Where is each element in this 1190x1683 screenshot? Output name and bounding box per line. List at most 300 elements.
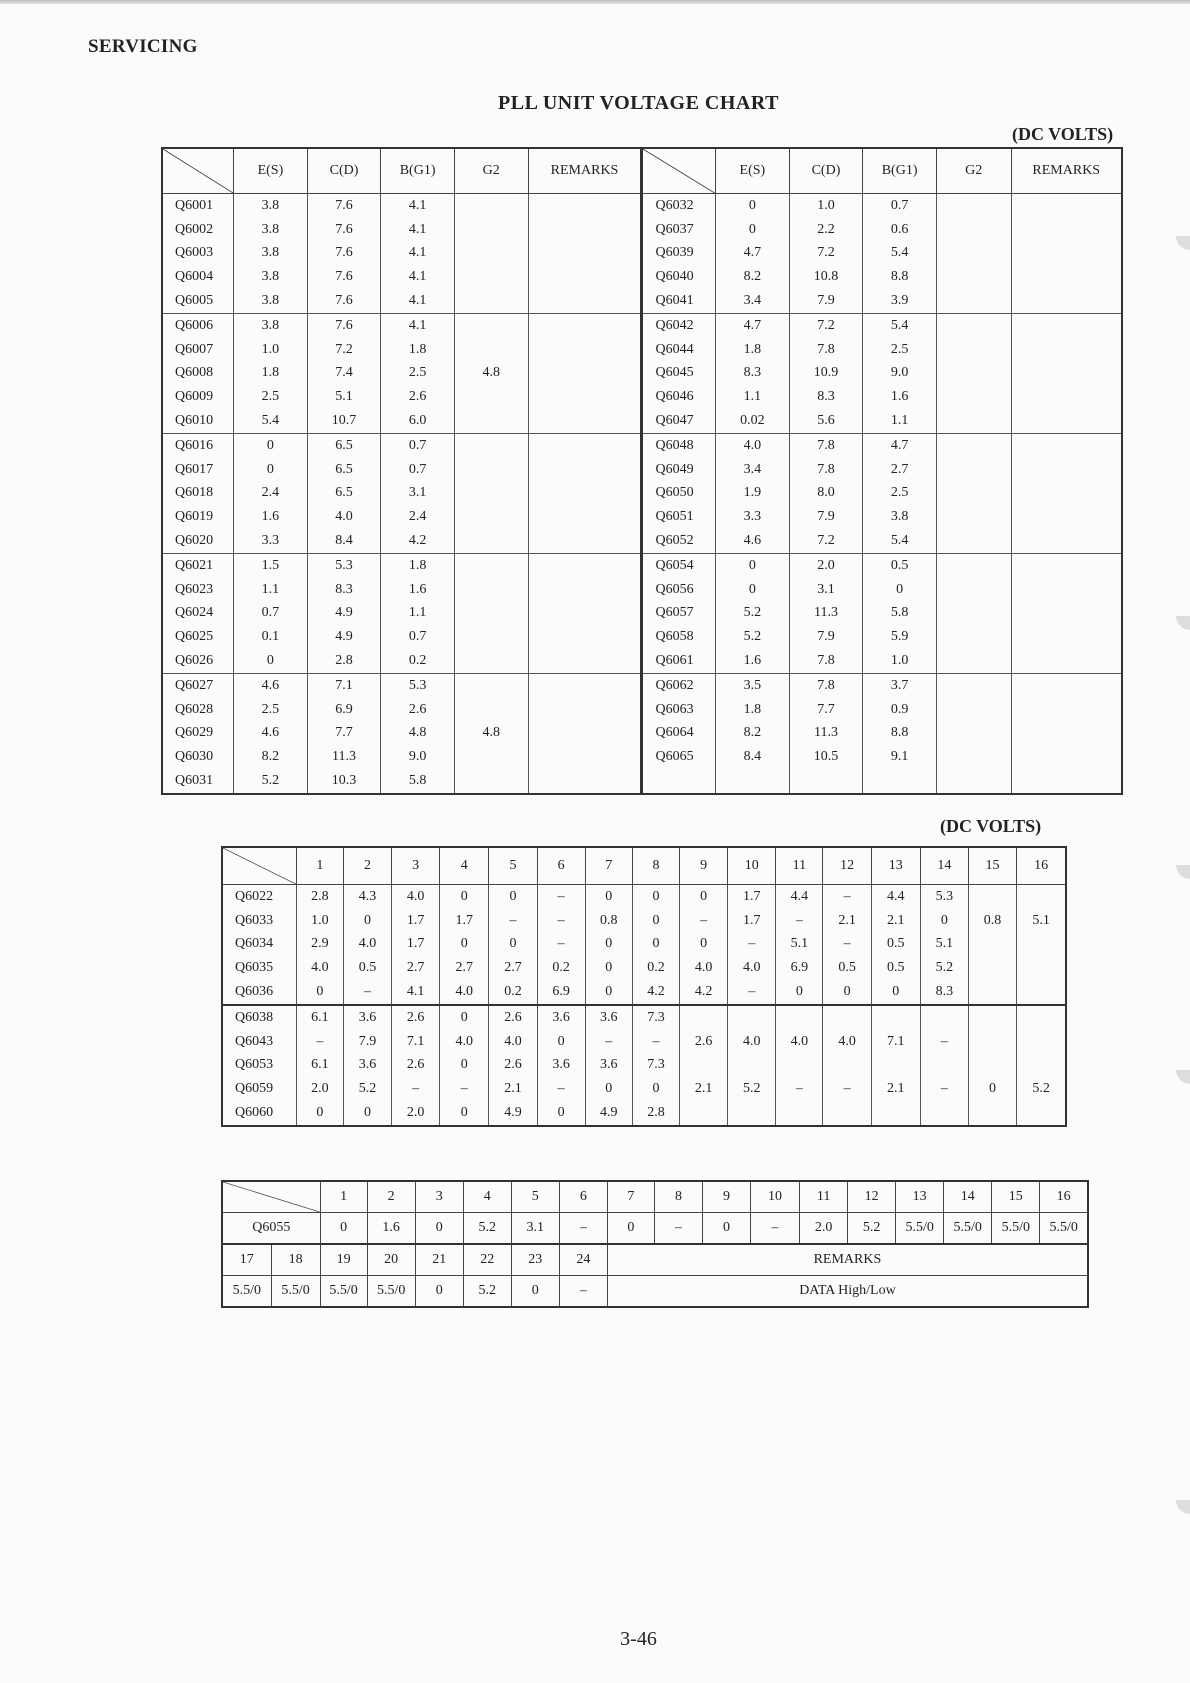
pin-voltage-value: 0 — [440, 1101, 489, 1126]
transistor-id: Q6045 — [642, 362, 716, 386]
es-value: 1.9 — [716, 482, 790, 506]
bg1-value: 0.7 — [381, 433, 455, 457]
remarks-cell — [528, 313, 642, 433]
pin-voltage-value: 0.2 — [489, 980, 537, 1005]
pin-number-header: 24 — [559, 1244, 607, 1276]
es-value: 0 — [716, 194, 790, 218]
pin-voltage-value: 0 — [607, 1213, 654, 1245]
es-value: 0 — [716, 578, 790, 602]
pin-voltage-value: 1.7 — [728, 885, 776, 909]
transistor-id: Q6057 — [642, 602, 716, 626]
pin-voltage-value — [1017, 933, 1066, 957]
pin-voltage-value: 2.1 — [871, 909, 920, 933]
pin-voltage-value: 4.4 — [871, 885, 920, 909]
pin-voltage-value: 0 — [585, 956, 632, 980]
pin-voltage-value: 3.6 — [537, 1054, 585, 1078]
pin-voltage-value: 4.0 — [728, 956, 776, 980]
pin-voltage-value — [968, 885, 1016, 909]
table1-row — [162, 194, 1122, 218]
es-value: 4.6 — [716, 529, 790, 553]
pin-number-header: 1 — [320, 1181, 367, 1213]
pin-voltage-value: 4.0 — [440, 1030, 489, 1054]
pin-voltage-value: – — [296, 1030, 343, 1054]
es-value: 3.3 — [716, 505, 790, 529]
es-value: 3.8 — [234, 289, 308, 313]
table2-row — [222, 1101, 1066, 1126]
transistor-id: Q6010 — [162, 409, 234, 433]
pin-voltage-value: 0 — [776, 980, 823, 1005]
bg1-value: 2.6 — [381, 698, 455, 722]
pin-voltage-value — [920, 1101, 968, 1126]
pin-voltage-value: 2.6 — [680, 1030, 728, 1054]
es-value: 3.4 — [716, 289, 790, 313]
q6055-pin-voltage-table — [221, 1180, 1089, 1308]
pin-voltage-value: 5.1 — [776, 933, 823, 957]
es-value: 4.6 — [234, 673, 308, 697]
corner-diagonal-cell — [642, 148, 716, 194]
pin-voltage-value: 0.5 — [823, 956, 871, 980]
pin-voltage-value: 6.1 — [296, 1005, 343, 1030]
pin-number-header: 8 — [632, 847, 679, 885]
es-value: 1.8 — [716, 338, 790, 362]
transistor-id: Q6046 — [642, 385, 716, 409]
pin-voltage-value: 0 — [585, 885, 632, 909]
pin-voltage-value: 0 — [296, 1101, 343, 1126]
bg1-value: 4.1 — [381, 265, 455, 289]
pin-voltage-value — [920, 1005, 968, 1030]
es-value: 1.6 — [234, 505, 308, 529]
remarks-cell — [528, 433, 642, 553]
cd-value: 7.8 — [789, 338, 863, 362]
pin-voltage-value: – — [537, 885, 585, 909]
transistor-id: Q6036 — [222, 980, 296, 1005]
es-value: 2.5 — [234, 385, 308, 409]
pin-voltage-value: 2.6 — [392, 1005, 440, 1030]
transistor-id: Q6018 — [162, 482, 234, 506]
transistor-id: Q6054 — [642, 553, 716, 577]
bg1-value: 3.1 — [381, 482, 455, 506]
transistor-id: Q6001 — [162, 194, 234, 218]
pin-voltage-value: 2.9 — [296, 933, 343, 957]
bg1-value: 5.4 — [863, 529, 937, 553]
bg1-value: 9.0 — [381, 745, 455, 769]
transistor-id: Q6008 — [162, 362, 234, 386]
table2-row — [222, 1054, 1066, 1078]
pin-voltage-value — [823, 1101, 871, 1126]
cd-value: 10.3 — [307, 769, 381, 794]
pin-voltage-value: – — [920, 1030, 968, 1054]
col-header: REMARKS — [528, 148, 642, 194]
pin-voltage-value: – — [920, 1077, 968, 1101]
pin-voltage-value — [823, 1054, 871, 1078]
cd-value: 7.7 — [307, 722, 381, 746]
pin-voltage-value: – — [776, 1077, 823, 1101]
es-value: 3.8 — [234, 218, 308, 242]
pin-voltage-value: 4.0 — [823, 1030, 871, 1054]
pin-voltage-value: 0 — [320, 1213, 367, 1245]
pin-voltage-value — [968, 956, 1016, 980]
cd-value: 2.2 — [789, 218, 863, 242]
pin-voltage-value: 2.1 — [823, 909, 871, 933]
bg1-value: 5.4 — [863, 313, 937, 337]
g2-cell — [936, 673, 1011, 793]
bg1-value: 2.6 — [381, 385, 455, 409]
page-title: PLL UNIT VOLTAGE CHART — [498, 92, 779, 114]
cd-value: 4.9 — [307, 625, 381, 649]
cd-value: 5.6 — [789, 409, 863, 433]
pin-voltage-value: 2.1 — [680, 1077, 728, 1101]
transistor-id: Q6020 — [162, 529, 234, 553]
pin-voltage-value: 5.2 — [463, 1213, 511, 1245]
cd-value: 6.5 — [307, 433, 381, 457]
bg1-value: 4.1 — [381, 313, 455, 337]
pin-voltage-value: 5.2 — [728, 1077, 776, 1101]
pin-voltage-value: 0 — [585, 1077, 632, 1101]
pin-voltage-value: – — [823, 1077, 871, 1101]
pin-number-header: 7 — [585, 847, 632, 885]
pin-number-header: 3 — [392, 847, 440, 885]
pin-voltage-value: – — [392, 1077, 440, 1101]
bg1-value: 0.6 — [863, 218, 937, 242]
cd-value: 6.9 — [307, 698, 381, 722]
pin-voltage-value: – — [440, 1077, 489, 1101]
pin-voltage-value — [871, 1054, 920, 1078]
pin-voltage-value — [968, 1054, 1016, 1078]
corner-diagonal-cell — [222, 847, 296, 885]
cd-value: 10.5 — [789, 745, 863, 769]
table3-values-row-2 — [222, 1276, 1088, 1308]
pin-voltage-value: 0 — [823, 980, 871, 1005]
cd-value: 2.8 — [307, 649, 381, 673]
pin-voltage-value: 7.9 — [343, 1030, 391, 1054]
transistor-id: Q6023 — [162, 578, 234, 602]
table1-row — [162, 433, 1122, 457]
pin-voltage-value: 7.3 — [632, 1054, 679, 1078]
transistor-id: Q6035 — [222, 956, 296, 980]
pin-voltage-value: 0 — [537, 1101, 585, 1126]
pin-voltage-value: – — [776, 909, 823, 933]
pin-number-header: 23 — [511, 1244, 559, 1276]
table2-row — [222, 885, 1066, 909]
pin-number-header: 9 — [702, 1181, 750, 1213]
transistor-id: Q6049 — [642, 458, 716, 482]
cd-value: 6.5 — [307, 482, 381, 506]
transistor-id: Q6032 — [642, 194, 716, 218]
pin-number-header: 17 — [222, 1244, 271, 1276]
pin-voltage-value: 4.0 — [392, 885, 440, 909]
transistor-id: Q6017 — [162, 458, 234, 482]
table2-row — [222, 980, 1066, 1005]
pin-voltage-value — [728, 1005, 776, 1030]
transistor-id: Q6041 — [642, 289, 716, 313]
pin-voltage-value: 4.0 — [728, 1030, 776, 1054]
cd-value: 7.6 — [307, 194, 381, 218]
pin-voltage-value: 0 — [343, 1101, 391, 1126]
table2-row — [222, 956, 1066, 980]
pin-voltage-value: 0.2 — [537, 956, 585, 980]
transistor-id: Q6003 — [162, 242, 234, 266]
bg1-value: 5.4 — [863, 242, 937, 266]
pin-voltage-value: – — [823, 885, 871, 909]
col-header: G2 — [936, 148, 1011, 194]
cd-value: 5.1 — [307, 385, 381, 409]
cd-value: 11.3 — [307, 745, 381, 769]
transistor-id: Q6056 — [642, 578, 716, 602]
transistor-id: Q6009 — [162, 385, 234, 409]
pin-voltage-value — [680, 1054, 728, 1078]
pin-number-header: 21 — [415, 1244, 463, 1276]
es-value: 5.2 — [716, 602, 790, 626]
cd-value: 7.6 — [307, 265, 381, 289]
bg1-value: 3.8 — [863, 505, 937, 529]
bg1-value: 0 — [863, 578, 937, 602]
pin-voltage-value: 0 — [585, 933, 632, 957]
pin-voltage-value: 3.6 — [343, 1054, 391, 1078]
col-header: B(G1) — [381, 148, 455, 194]
pin-voltage-value: 0 — [415, 1276, 463, 1308]
pin-voltage-value: – — [751, 1213, 800, 1245]
cd-value: 7.9 — [789, 289, 863, 313]
bg1-value: 4.2 — [381, 529, 455, 553]
pin-voltage-value: 4.9 — [585, 1101, 632, 1126]
es-value: 4.6 — [234, 722, 308, 746]
pin-number-header: 11 — [800, 1181, 848, 1213]
es-value: 8.2 — [234, 745, 308, 769]
cd-value: 7.2 — [789, 313, 863, 337]
cd-value: 10.7 — [307, 409, 381, 433]
cd-value: 7.8 — [789, 649, 863, 673]
col-header: E(S) — [716, 148, 790, 194]
pin-voltage-value: 7.1 — [871, 1030, 920, 1054]
es-value: 3.8 — [234, 242, 308, 266]
g2-value: 4.8 — [454, 673, 528, 793]
pin-number-header: 22 — [463, 1244, 511, 1276]
es-value: 8.3 — [716, 362, 790, 386]
pin-voltage-value: 5.5/0 — [320, 1276, 367, 1308]
pin-number-header: 11 — [776, 847, 823, 885]
cd-value: 1.0 — [789, 194, 863, 218]
pin-voltage-value: 5.1 — [1017, 909, 1066, 933]
remarks-cell — [528, 553, 642, 673]
pin-voltage-value: 0 — [702, 1213, 750, 1245]
pin-number-header: 3 — [415, 1181, 463, 1213]
pin-voltage-value: 3.6 — [585, 1005, 632, 1030]
es-value: 3.8 — [234, 194, 308, 218]
pin-voltage-value: – — [537, 933, 585, 957]
bg1-value: 2.5 — [381, 362, 455, 386]
pin-voltage-value: 0 — [440, 933, 489, 957]
es-value: 1.5 — [234, 553, 308, 577]
col-header: C(D) — [789, 148, 863, 194]
pin-voltage-value: 4.2 — [632, 980, 679, 1005]
pin-voltage-value: – — [632, 1030, 679, 1054]
pin-voltage-value: 7.3 — [632, 1005, 679, 1030]
cd-value: 10.8 — [789, 265, 863, 289]
remarks-cell — [1011, 194, 1122, 314]
pin-voltage-value: 0.5 — [871, 933, 920, 957]
pin-voltage-value: – — [537, 909, 585, 933]
table2-row — [222, 1030, 1066, 1054]
pin-voltage-value: 0 — [440, 885, 489, 909]
pin-voltage-value — [920, 1054, 968, 1078]
es-value: 8.2 — [716, 722, 790, 746]
pin-voltage-value — [968, 1005, 1016, 1030]
ic-pin-voltage-table — [221, 846, 1067, 1127]
pin-number-header: 16 — [1040, 1181, 1088, 1213]
es-value: 5.2 — [234, 769, 308, 794]
es-value: 5.2 — [716, 625, 790, 649]
transistor-id: Q6037 — [642, 218, 716, 242]
transistor-id: Q6002 — [162, 218, 234, 242]
es-value: 1.8 — [716, 698, 790, 722]
pin-voltage-value: 4.0 — [680, 956, 728, 980]
remarks-cell — [1011, 553, 1122, 673]
bg1-value: 0.7 — [381, 458, 455, 482]
table3-pin-header-row — [222, 1181, 1088, 1213]
pin-voltage-value: 5.2 — [343, 1077, 391, 1101]
bg1-value: 4.1 — [381, 242, 455, 266]
bg1-value: 0.7 — [381, 625, 455, 649]
pin-voltage-value: 4.0 — [776, 1030, 823, 1054]
pin-voltage-value: – — [654, 1213, 702, 1245]
pin-voltage-value: 0 — [632, 933, 679, 957]
pin-voltage-value: 0.8 — [585, 909, 632, 933]
bg1-value: 4.1 — [381, 218, 455, 242]
pin-voltage-value: 5.2 — [848, 1213, 896, 1245]
pin-voltage-value: 4.2 — [680, 980, 728, 1005]
pin-number-header: 10 — [728, 847, 776, 885]
remarks-cell — [1011, 433, 1122, 553]
pin-voltage-value: 3.6 — [537, 1005, 585, 1030]
cd-value: 7.8 — [789, 458, 863, 482]
cd-value: 8.3 — [789, 385, 863, 409]
cd-value: 7.6 — [307, 218, 381, 242]
bg1-value: 2.7 — [863, 458, 937, 482]
es-value: 2.5 — [234, 698, 308, 722]
pin-voltage-value: 0 — [296, 980, 343, 1005]
pin-voltage-value — [1017, 1030, 1066, 1054]
pin-voltage-value: 0 — [489, 885, 537, 909]
transistor-id — [642, 769, 716, 794]
cd-value: 5.3 — [307, 553, 381, 577]
pin-voltage-value — [1017, 956, 1066, 980]
es-value: 0 — [234, 649, 308, 673]
pin-voltage-value: 4.1 — [392, 980, 440, 1005]
transistor-id: Q6047 — [642, 409, 716, 433]
col-header: E(S) — [234, 148, 308, 194]
pin-voltage-value: 3.6 — [585, 1054, 632, 1078]
transistor-id: Q6029 — [162, 722, 234, 746]
bg1-value: 2.5 — [863, 482, 937, 506]
pin-voltage-value: 2.6 — [489, 1005, 537, 1030]
pin-voltage-value: 0 — [632, 1077, 679, 1101]
cd-value: 7.7 — [789, 698, 863, 722]
pin-number-header: 12 — [848, 1181, 896, 1213]
transistor-id: Q6043 — [222, 1030, 296, 1054]
table1-row — [162, 673, 1122, 697]
pin-number-header: 7 — [607, 1181, 654, 1213]
bg1-value: 4.8 — [381, 722, 455, 746]
pin-voltage-value: 0.5 — [343, 956, 391, 980]
transistor-id: Q6006 — [162, 313, 234, 337]
pin-voltage-value: 4.9 — [489, 1101, 537, 1126]
corner-diagonal-cell — [162, 148, 234, 194]
pin-voltage-value: 0 — [343, 909, 391, 933]
table2-row — [222, 1005, 1066, 1030]
es-value: 2.4 — [234, 482, 308, 506]
page-top-edge — [0, 0, 1190, 4]
bg1-value: 9.1 — [863, 745, 937, 769]
pin-voltage-value — [1017, 1054, 1066, 1078]
pin-number-header: 8 — [654, 1181, 702, 1213]
remarks-header: REMARKS — [607, 1244, 1088, 1276]
bg1-value: 1.8 — [381, 338, 455, 362]
pin-voltage-value: 0 — [585, 980, 632, 1005]
es-value: 0 — [716, 553, 790, 577]
bg1-value: 3.9 — [863, 289, 937, 313]
transistor-id: Q6050 — [642, 482, 716, 506]
g2-cell — [936, 313, 1011, 433]
transistor-id: Q6004 — [162, 265, 234, 289]
transistor-id: Q6034 — [222, 933, 296, 957]
pin-voltage-value: 2.8 — [632, 1101, 679, 1126]
pin-voltage-value: – — [537, 1077, 585, 1101]
pin-voltage-value — [680, 1005, 728, 1030]
pin-number-header: 12 — [823, 847, 871, 885]
es-value: 0.7 — [234, 602, 308, 626]
bg1-value: 1.1 — [381, 602, 455, 626]
transistor-id: Q6063 — [642, 698, 716, 722]
pin-voltage-value: 2.1 — [871, 1077, 920, 1101]
es-value: 3.4 — [716, 458, 790, 482]
col-header: REMARKS — [1011, 148, 1122, 194]
pin-voltage-value: 0 — [968, 1077, 1016, 1101]
transistor-id: Q6055 — [222, 1213, 320, 1245]
pin-number-header: 14 — [920, 847, 968, 885]
pin-voltage-value: 1.7 — [392, 909, 440, 933]
bg1-value: 2.4 — [381, 505, 455, 529]
cd-value: 7.8 — [789, 673, 863, 697]
transistor-id: Q6033 — [222, 909, 296, 933]
pin-voltage-value: 1.0 — [296, 909, 343, 933]
pin-voltage-value: 5.5/0 — [222, 1276, 271, 1308]
pin-voltage-value: 0 — [489, 933, 537, 957]
table2-row — [222, 933, 1066, 957]
cd-value: 8.4 — [307, 529, 381, 553]
transistor-id: Q6026 — [162, 649, 234, 673]
pin-voltage-value: 5.5/0 — [992, 1213, 1040, 1245]
pin-voltage-value: 0 — [871, 980, 920, 1005]
pin-voltage-value: 5.1 — [920, 933, 968, 957]
transistor-id: Q6021 — [162, 553, 234, 577]
cd-value: 4.0 — [307, 505, 381, 529]
pin-voltage-value: – — [680, 909, 728, 933]
es-value: 0 — [716, 218, 790, 242]
es-value: 0.02 — [716, 409, 790, 433]
pin-voltage-value: 4.4 — [776, 885, 823, 909]
pin-voltage-value: 0 — [440, 1005, 489, 1030]
bg1-value: 5.3 — [381, 673, 455, 697]
pin-voltage-value — [968, 933, 1016, 957]
transistor-id: Q6064 — [642, 722, 716, 746]
transistor-id: Q6042 — [642, 313, 716, 337]
pin-voltage-value: 2.6 — [392, 1054, 440, 1078]
cd-value: 2.0 — [789, 553, 863, 577]
bg1-value: 8.8 — [863, 722, 937, 746]
pin-voltage-value: 2.7 — [440, 956, 489, 980]
es-value: 3.8 — [234, 265, 308, 289]
es-value: 1.8 — [234, 362, 308, 386]
